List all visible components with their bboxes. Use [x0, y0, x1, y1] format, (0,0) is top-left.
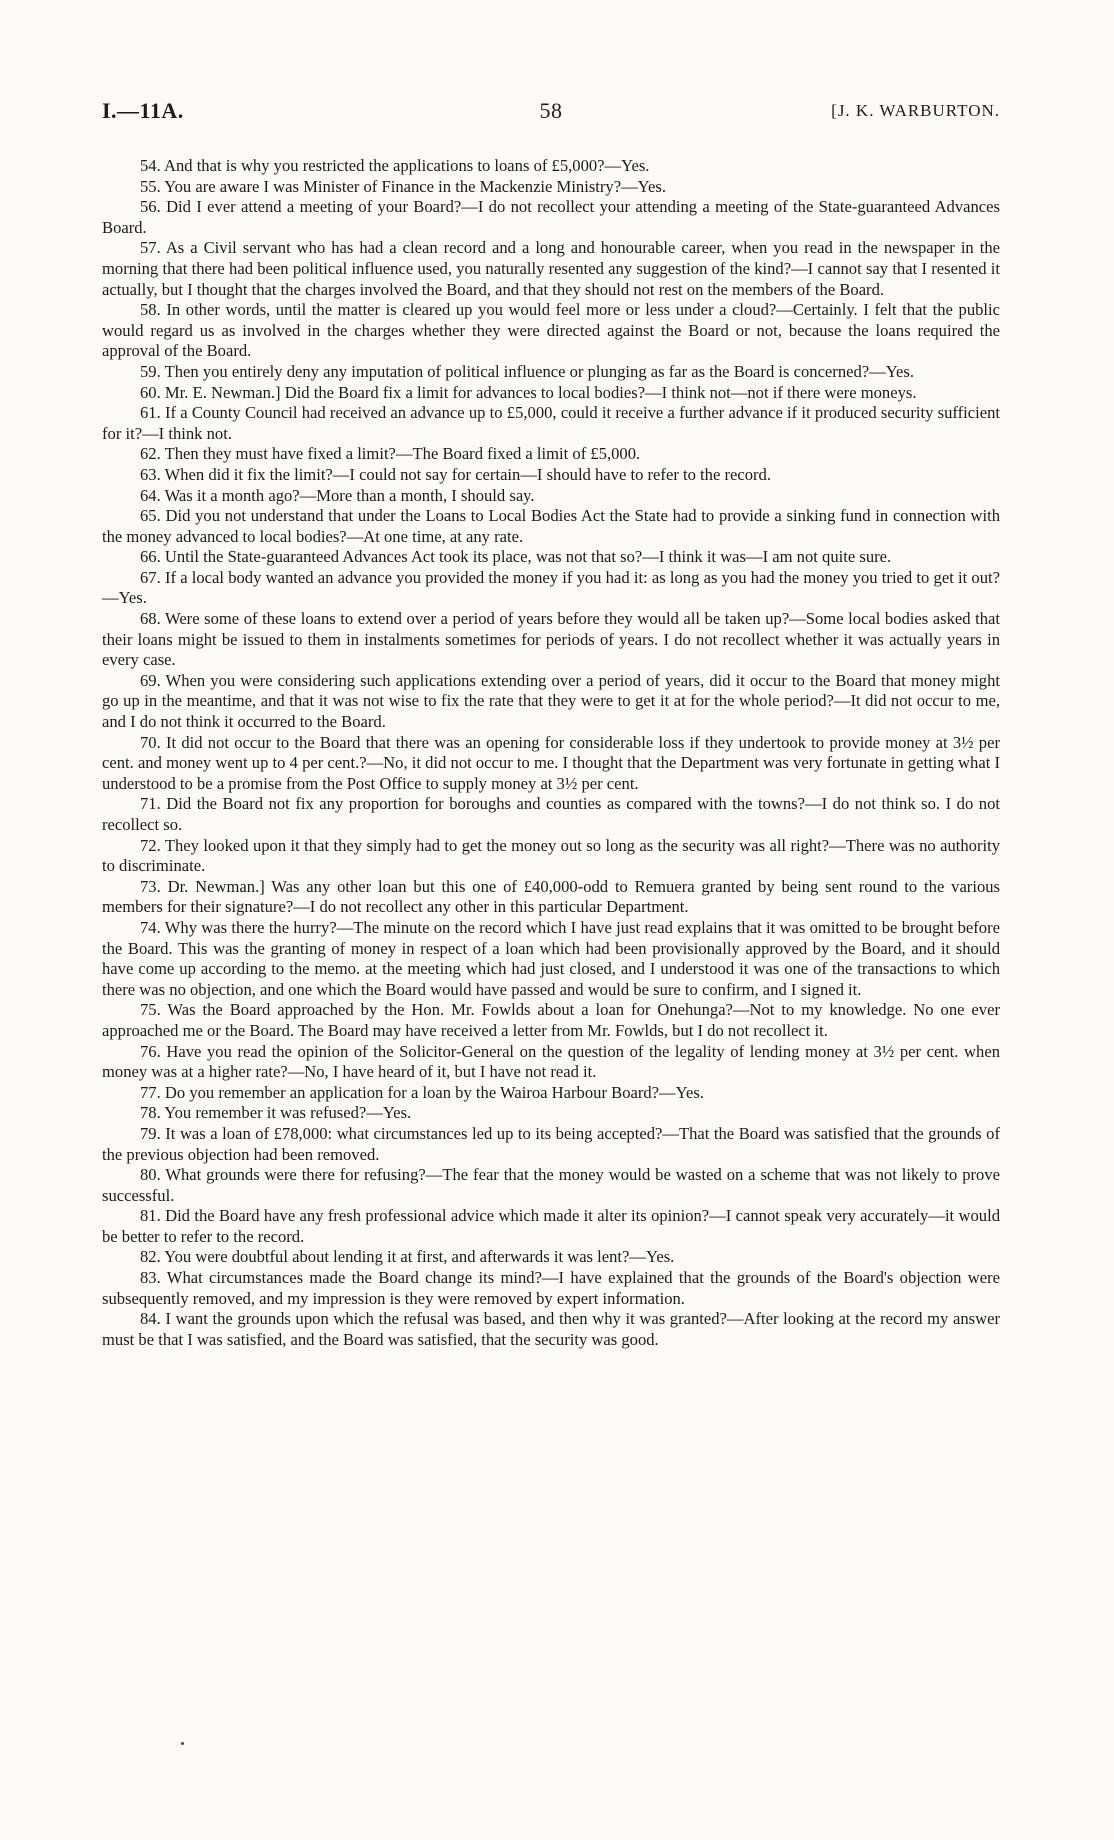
paragraph-70: 70. It did not occur to the Board that there was an opening for considerable loss if they undertook to provide money at 3½ per cent. and money went up to 4 per cent.?—No, it did not occur to me. I thought that the Department was very fortunate in getting what I understood to be a promise from the Post Office to supply money at 3½ per cent.	[102, 732, 1000, 793]
paragraph-66: 66. Until the State-guaranteed Advances Act took its place, was not that so?—I think it was—I am not quite sure.	[140, 547, 892, 567]
paragraph-55: 55. You are aware I was Minister of Finance in the Mackenzie Ministry?—Yes.	[140, 176, 666, 196]
paragraph-82: 82. You were doubtful about lending it at first, and afterwards it was lent?—Yes.	[140, 1247, 675, 1267]
print-speck	[181, 1742, 184, 1745]
paragraph-58: 58. In other words, until the matter is cleared up you would feel more or less under a cloud?—Certainly. I felt that the public would regard us as involved in the charges whether they were directed against the Board or not, because the loans required the approval of the Board.	[102, 300, 1000, 361]
page-number: 58	[539, 98, 563, 123]
paragraph-63: 63. When did it fix the limit?—I could not say for certain—I should have to refer to the record.	[140, 464, 771, 484]
paragraph-76: 76. Have you read the opinion of the Solicitor-General on the question of the legality of lending money at 3½ per cent. when money was at a higher rate?—No, I have heard of it, but I have not read it.	[102, 1041, 1000, 1082]
paragraph-83: 83. What circumstances made the Board change its mind?—I have explained that the grounds of the Board's objection were subsequently removed, and my impression is they were removed by expert information.	[102, 1268, 1000, 1308]
paragraph-68: 68. Were some of these loans to extend over a period of years before they would all be taken up?—Some local bodies asked that their loans might be issued to them in instalments sometimes for periods of years. I do not recollect whether it was actually years in every case.	[102, 609, 1000, 670]
paragraph-80: 80. What grounds were there for refusing?—The fear that the money would be wasted on a scheme that was not likely to prove successful.	[102, 1165, 1000, 1205]
paragraph-56: 56. Did I ever attend a meeting of your Board?—I do not recollect your attending a meeting of the State-guaranteed Advances Board.	[102, 197, 1000, 237]
paragraph-59: 59. Then you entirely deny any imputation of political influence or plunging as far as the Board is concerned?—Yes.	[140, 361, 915, 381]
paragraph-78: 78. You remember it was refused?—Yes.	[140, 1103, 412, 1123]
paragraph-81: 81. Did the Board have any fresh professional advice which made it alter its opinion?—I cannot speak very accurately—it would be better to refer to the record.	[102, 1206, 1000, 1246]
page-header	[102, 98, 1000, 132]
paragraph-60: 60. Mr. E. Newman.] Did the Board fix a limit for advances to local bodies?—I think not—not if there were moneys.	[140, 382, 917, 402]
paragraph-72: 72. They looked upon it that they simply had to get the money out so long as the security was all right?—There was no authority to discriminate.	[102, 835, 1000, 876]
paragraph-84: 84. I want the grounds upon which the refusal was based, and then why it was granted?—After looking at the record my answer must be that I was satisfied, and the Board was satisfied, that the security was good.	[102, 1309, 1000, 1349]
paragraph-71: 71. Did the Board not fix any proportion for boroughs and counties as compared with the towns?—I do not think so. I do not recollect so.	[102, 794, 1000, 834]
paragraph-77: 77. Do you remember an application for a loan by the Wairoa Harbour Board?—Yes.	[140, 1082, 704, 1102]
paragraph-54: 54. And that is why you restricted the applications to loans of £5,000?—Yes.	[140, 156, 650, 175]
paragraph-75: 75. Was the Board approached by the Hon. Mr. Fowlds about a loan for Onehunga?—Not to my knowledge. No one ever approached me or the Board. The Board may have received a letter from Mr. Fowlds, but I do not recollect it.	[102, 1000, 1000, 1040]
document-reference: I.—11A.	[102, 98, 184, 123]
paragraph-73: 73. Dr. Newman.] Was any other loan but this one of £40,000-odd to Remuera granted by being sent round to the various members for their signature?—I do not recollect any other in this particular Department.	[102, 876, 1000, 917]
paragraph-69: 69. When you were considering such applications extending over a period of years, did it occur to the Board that money might go up in the meantime, and that it was not wise to fix the rate that they were to get it at for the whole period?—It did not occur to me, and I do not think it occurred to the Board.	[102, 670, 1000, 732]
paragraph-67: 67. If a local body wanted an advance you provided the money if you had it: as long as you had the money you tried to get it out?—Yes.	[102, 567, 1000, 608]
witness-name: [J. K. WARBURTON.	[831, 101, 1000, 120]
paragraph-79: 79. It was a loan of £78,000: what circumstances led up to its being accepted?—That the Board was satisfied that the grounds of the previous objection had been removed.	[102, 1123, 1000, 1164]
paragraph-61: 61. If a County Council had received an advance up to £5,000, could it receive a further advance if it produced security sufficient for it?—I think not.	[102, 403, 1000, 443]
paragraph-64: 64. Was it a month ago?—More than a month, I should say.	[140, 485, 535, 505]
paragraph-65: 65. Did you not understand that under the Loans to Local Bodies Act the State had to provide a sinking fund in connection with the money advanced to local bodies?—At one time, at any rate.	[102, 506, 1000, 546]
paragraph-62: 62. Then they must have fixed a limit?—The Board fixed a limit of £5,000.	[140, 444, 641, 464]
paragraph-57: 57. As a Civil servant who has had a clean record and a long and honourable career, when you read in the newspaper in the morning that there had been political influence used, you naturally resented any suggestion of the kind?—I cannot say that I resented it actually, but I thought that the charges involved the Board, and that they should not rest on the members of the Board.	[102, 238, 1000, 299]
paragraph-74: 74. Why was there the hurry?—The minute on the record which I have just read explains that it was omitted to be brought before the Board. This was the granting of money in respect of a loan which had been provisionally approved by the Board, and it should have come up according to the memo. at the meeting which had just closed, and I understood it was one of the transactions to which there was no objection, and one which the Board would have passed and would be sure to confirm, and I signed it.	[102, 917, 1000, 999]
testimony-body	[102, 156, 1000, 1350]
